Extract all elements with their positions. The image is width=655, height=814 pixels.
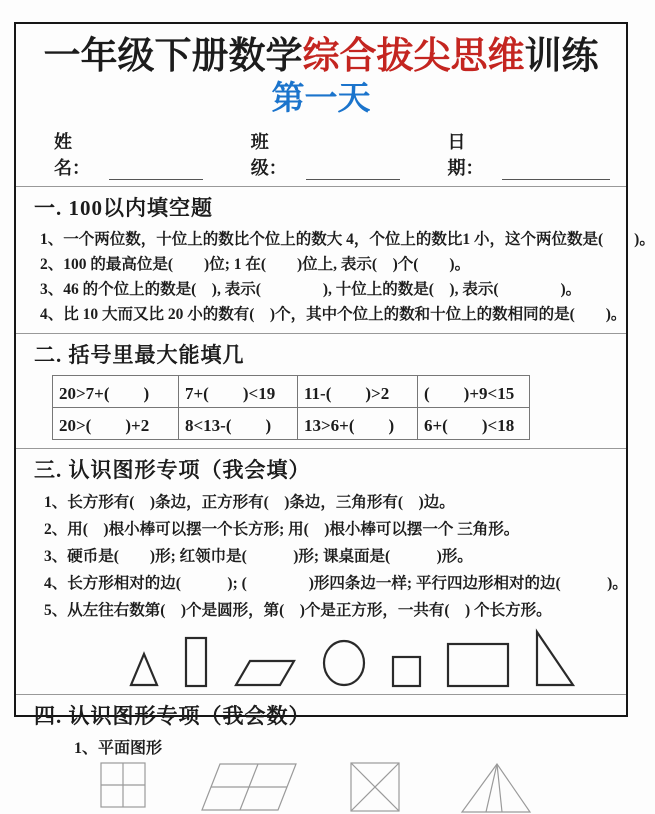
name-field <box>54 128 203 180</box>
rectangle-shape <box>446 642 510 688</box>
table-cell: ( )+9<15 <box>418 376 530 408</box>
table-cell: 7+( )<19 <box>179 376 298 408</box>
max-fill-table <box>52 375 530 440</box>
divider-3 <box>16 448 626 449</box>
date-blank-line[interactable] <box>502 160 610 180</box>
section3-question-3: 3、硬币是( )形; 红领巾是( )形; 课桌面是( )形。 <box>44 548 473 565</box>
grid-square-shape <box>100 762 148 812</box>
name-label: 姓名： <box>54 132 90 178</box>
section3-question-1: 1、长方形有( )条边，正方形有( )条边，三角形有( )边。 <box>44 494 455 511</box>
table-cell: 20>7+( ) <box>53 376 179 408</box>
class-blank-line[interactable] <box>306 160 400 180</box>
grid-parallelogram-shape <box>200 762 300 812</box>
table-cell: 20>( )+2 <box>53 408 179 440</box>
date-field <box>448 128 610 180</box>
name-blank-line[interactable] <box>109 160 203 180</box>
section3-question-5: 5、从左往右数第( )个是圆形，第( )个是正方形，一共有( ) 个长方形。 <box>44 602 552 619</box>
worksheet-page <box>14 22 655 757</box>
fan-triangle-shape <box>460 762 534 814</box>
title-red: 综合拔尖思维 <box>302 35 525 76</box>
divider-2 <box>16 333 626 334</box>
divider-4 <box>16 694 626 695</box>
section2-heading: 二. 括号里最大能填几 <box>34 343 245 367</box>
table-row <box>53 376 530 408</box>
plane-figures-strip <box>32 762 610 802</box>
section1-question-3: 3、46 的个位上的数是( ), 表示( ), 十位上的数是( ), 表示( )。 <box>40 281 582 298</box>
section1-heading: 一. 100以内填空题 <box>34 196 213 220</box>
table-cell: 8<13-( ) <box>179 408 298 440</box>
table-cell: 11-( )>2 <box>298 376 418 408</box>
right-triangle-shape <box>534 630 576 688</box>
title-black-1: 一年级下册数学 <box>43 35 303 76</box>
date-label: 日期： <box>447 132 484 178</box>
table-row <box>53 408 530 440</box>
section4-sub-item: 1、平面图形 <box>74 740 163 757</box>
section3-question-4: 4、长方形相对的边( ); ( )形四条边一样; 平行四边形相对的边( )。 <box>44 575 628 592</box>
section1-question-1: 1、一个两位数，十位上的数比个位上的数大 4，个位上的数比1 小，这个两位数是( )。 <box>40 231 655 248</box>
circle-shape <box>321 638 367 688</box>
small-square-shape <box>391 655 422 688</box>
parallelogram-shape <box>233 659 297 688</box>
crossed-square-shape <box>350 762 402 814</box>
page-title <box>32 34 610 78</box>
section1-question-4: 4、比 10 大而又比 20 小的数有( )个，其中个位上的数和十位上的数相同的是( )。 <box>40 306 627 323</box>
title-black-2: 训练 <box>524 35 599 76</box>
page-subtitle-day: 第一天 <box>271 79 371 116</box>
student-info-row <box>54 128 610 180</box>
triangle-shape <box>128 650 160 688</box>
tall-rectangle-shape <box>184 636 209 688</box>
table-cell: 6+( )<18 <box>418 408 530 440</box>
divider-1 <box>16 186 626 187</box>
table-cell: 13>6+( ) <box>298 408 418 440</box>
class-field <box>251 128 400 180</box>
section1-question-2: 2、100 的最高位是( )位; 1 在( )位上, 表示( )个( )。 <box>40 256 471 273</box>
section3-heading: 三. 认识图形专项（我会填） <box>34 458 311 482</box>
section3-question-2: 2、用( )根小棒可以摆一个长方形; 用( )根小棒可以摆一个 三角形。 <box>44 521 520 538</box>
section4-heading: 四. 认识图形专项（我会数） <box>34 704 311 728</box>
class-label: 班级： <box>250 132 287 178</box>
shape-strip <box>128 628 610 688</box>
